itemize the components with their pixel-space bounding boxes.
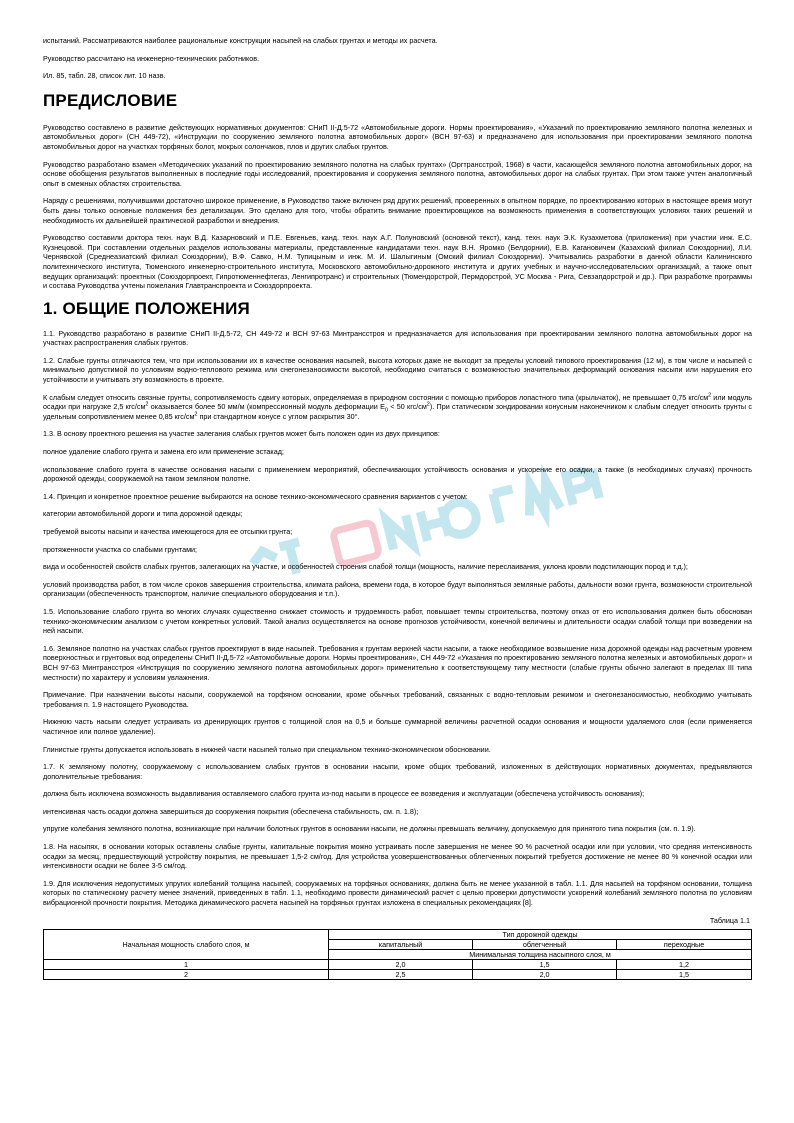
header-type: Тип дорожной одежды bbox=[329, 929, 752, 939]
para-1-7c: упругие колебания земляного полотна, возникающие при наличии болотных грунтов в основании насыпи, не должны превышать величину, допускаемую для принятого типа покрытия (см. п. 1.9). bbox=[43, 824, 696, 834]
document-page bbox=[43, 36, 752, 980]
para-1-6: 1.6. Земляное полотно на участках слабых грунтов проектируют в виде насыпей. Требования к грунтам верхней части насыпи, а также необходимое возвышение низа дорожной одежды над расчетным уровнем поверхностных и грунтовых вод определены СНиП II-Д.5-72 «Автомобильные дороги. Нормы проектирования», СН 449-72 «Указания по проектированию земляного полотна железных и автомобильных дорог» и ВСН 97-63 Минтрансстроя «Инструкция по сооружению земляного полотна автомобильных дорог» применительно к соответствующему типу местности (слабые грунты обычно залегают в пределах III типа местности) по характеру и условиям увлажнения. bbox=[43, 643, 752, 682]
table-cell: 1 bbox=[44, 959, 329, 969]
intro-paragraph-1: испытаний. Рассматриваются наиболее рациональные конструкции насыпей на слабых грунтах и методы их расчета. bbox=[43, 36, 438, 45]
table-cell: 2,5 bbox=[329, 969, 473, 979]
table-caption: Таблица 1.1 bbox=[709, 915, 750, 925]
type-light: облегченный bbox=[473, 939, 617, 949]
soft-text-a: К слабым следует относить связные грунты, сопротивляемость сдвигу которых, определяемая в природном состоянии с помощью приборов лопастного типа (крыльчаток), не превышает 0,75 кгс/см bbox=[43, 392, 709, 402]
para-1-4c: протяженности участка со слабыми грунтами; bbox=[43, 544, 198, 554]
sup-2-d: 2 bbox=[194, 411, 198, 418]
preface-paragraph-3: Наряду с решениями, получившими достаточно широкое применение, в Руководство также включен ряд других решений, проверенных в опытном порядке, по проектированию которых в настоящее время могут быть даны только основные положения без детализации. Это сделано для того, чтобы обратить внимание проектировщиков на возможность применения в соответствующих условиях таких решений и необходимость их дальнейшей практической разработки и внедрения. bbox=[43, 196, 752, 225]
soft-text-d: < 50 кгс/см bbox=[387, 402, 427, 412]
table-cell: 2 bbox=[44, 969, 329, 979]
table-cell: 2,0 bbox=[329, 959, 473, 969]
para-1-7a: должна быть исключена возможность выдавливания оставляемого слабого грунта из-под насыпи в процессе ее возведения и эксплуатации (обеспечена устойчивость основания); bbox=[43, 789, 645, 799]
sup-2-c: 2 bbox=[426, 401, 430, 408]
para-1-8: 1.8. На насыпях, в основании которых оставлены слабые грунты, капитальные покрытия можно устраивать после завершения не менее 90 % расчетной осадки или при условии, что средняя интенсивность осадки за месяц, предшествующий устройству покрытия, не превышает 1,5-2 см/год. Для устройства усовершенствованных облегченных покрытий требуется достижение не менее 80 % конечной осадки или интенсивности осадки не более 3-5 см/год. bbox=[43, 842, 752, 871]
preface-heading: ПРЕДИСЛОВИЕ bbox=[43, 90, 178, 110]
para-1-3b: использование слабого грунта в качестве основания насыпи с применением мероприятий, обеспечивающих устойчивость основания и ускорение его осадки, а также (в необходимых случаях) прочность дорожной одежды, сооружаемой на таком земляном полотне. bbox=[43, 464, 752, 484]
type-transitional: переходные bbox=[617, 939, 752, 949]
soft-text-b: или модуль осадки при нагрузке 2,5 кгс/см bbox=[43, 392, 752, 412]
para-1-4b: требуемой высоты насыпи и качества имеющегося для ее отсыпки грунта; bbox=[43, 527, 293, 536]
header-min-thickness: Минимальная толщина насыпного слоя, м bbox=[329, 949, 752, 959]
sub-0: 0 bbox=[384, 407, 388, 414]
type-capital: капитальный bbox=[329, 939, 473, 949]
table-cell: 1,5 bbox=[617, 969, 752, 979]
para-soft-soils bbox=[43, 393, 752, 422]
intro-paragraph-2: Руководство рассчитано на инженерно-технических работников. bbox=[43, 53, 260, 63]
preface-paragraph-2: Руководство разработано взамен «Методических указаний по проектированию земляного полотна на слабых грунтах» (Оргтрансстрой, 1968) в части, касающейся земляного полотна автомобильных дорог, на основе обобщения результатов выполненных в последние годы исследований, проектирования и сооружения земляного полотна, автомобильных дорог на слабых грунтах. При этом также учтен аналогичный опыт в смежных областях строительства. bbox=[43, 159, 752, 188]
para-1-4: 1.4. Принцип и конкретное проектное решение выбираются на основе технико-экономического сравнения вариантов с учетом: bbox=[43, 491, 468, 501]
table-cell: 1,2 bbox=[617, 959, 752, 969]
preface-paragraph-1: Руководство составлено в развитие действующих нормативных документов: СНиП II-Д.5-72 «Автомобильные дороги. Нормы проектирования», «Указаний по проектированию земляного полотна железных и автомобильных дорог» (СН 449-72), «Инструкции по сооружению земляного полотна автомобильных дорог» (ВСН 97-63) и предназначено для использования при проектировании земляного полотна автомобильных дорог на участках торфяных болот, мокрых солончаков, плов и других слабых грунтов. bbox=[43, 122, 752, 151]
para-1-2: 1.2. Слабые грунты отличаются тем, что при использовании их в качестве основания насыпей, высота которых даже не выходит за пределы условий типового проектирования (12 м), в том числе и насыпей с минимально допустимой по условиям водно-теплового режима или снегонезаносимости высотой, необходимо считаться с возможностью значительных деформаций основания насыпи или нарушения его устойчивости и учитывать эту возможность в проекте. bbox=[43, 355, 752, 385]
para-1-1: 1.1. Руководство разработано в развитие СНиП II-Д.5-72, СН 449-72 и ВСН 97-63 Минтрансстроя и предназначается для использования при проектировании земляного полотна автомобильных дорог на участках распространения слабых грунтов. bbox=[43, 328, 752, 348]
table-row bbox=[44, 959, 752, 969]
section-1-heading: 1. ОБЩИЕ ПОЛОЖЕНИЯ bbox=[43, 298, 250, 318]
table-row bbox=[44, 969, 752, 979]
table-cell: 1,5 bbox=[473, 959, 617, 969]
intro-paragraph-3: Ил. 85, табл. 28, список лит. 10 назв. bbox=[43, 71, 166, 81]
para-1-3a: полное удаление слабого грунта и замена его или применение эстакад; bbox=[43, 447, 284, 457]
sup-2-a: 2 bbox=[708, 392, 712, 399]
sup-2-b: 2 bbox=[145, 401, 149, 408]
para-1-3: 1.3. В основу проектного решения на участке залегания слабых грунтов может быть положен один из двух принципов: bbox=[43, 429, 440, 439]
preface-paragraph-4: Руководство составили докторa техн. наук В.Д. Казарновский и П.Е. Евгеньев, канд. техн. наук А.Г. Полуновский (основной текст), канд. техн. наук Э.К. Кузахметова (приложения) при участии инж. Е.С. Кузнецовой. При составлении отдельных разделов использованы материалы, представленные кандидатами техн. наук В.Н. Яромко (Белдорнии), Е.В. Кагановичем (Казахский филиал Союздорнии), Л.И. Чернявской (Среднеазиатский филиал Союздорнии), В.Ф. Савко, Н.М. Тупицыным и инж. М. И. Шалыгиным (Омский филиал Союздорнии). Учитывались разработки в данной области Калининского политехнического института, Тюменского инженерно-строительного института, Московского автомобильно-дорожного института и других учебных и научно-исследовательских организаций, а также опыт ведущих организаций: проектных (Союздорпроект, Гипротюменнефтегаз, Ленгипротранс) и строительных (Тюмендорстрой, Пермдорстрой, УС Москва - Рига, Севзапдорстрой и др.). При разработке программы и состава Руководства учтены пожелания Главтранспроекта и Союздорпроекта. bbox=[43, 233, 752, 291]
para-1-5: 1.5. Использование слабого грунта во многих случаях существенно снижает стоимость и трудоемкость работ, повышает темпы строительства, поэтому отказ от его использования должен быть обоснован технико-экономическим анализом с учетом конкретных условий. Такой анализ осуществляется на основе прогнозов устойчивости, конечной величины и длительности осадки слабой толщи при возведении на ней насыпи. bbox=[43, 606, 752, 636]
note-1: Примечание. При назначении высоты насыпи, сооружаемой на торфяном основании, кроме обычных требований, связанных с водно-тепловым режимом и снегонезаносимостью, необходимо учитывать требования п. 1.9 настоящего Руководства. bbox=[43, 690, 752, 709]
soft-text-f: при стандартном конусе с углом раскрытия 30°. bbox=[197, 411, 360, 421]
para-1-4d: вида и особенностей свойств слабых грунтов, залегающих на участке, и особенностей строения слабой толщи (мощность, наличие переслаивания, уклона кровли подстилающих пород и т.д.); bbox=[43, 562, 688, 572]
header-mosch: Начальная мощность слабого слоя, м bbox=[44, 929, 329, 959]
para-1-4a: категории автомобильной дороги и типа дорожной одежды; bbox=[43, 509, 243, 519]
para-1-7: 1.7. К земляному полотну, сооружаемому с использованием слабых грунтов в основании насыпи, кроме общих требований, изложенных в действующих нормативных документах, предъявляются дополнительные требования: bbox=[43, 762, 752, 781]
para-1-9: 1.9. Для исключения недопустимых упругих колебаний толщина насыпей, сооружаемых на торфяных основаниях, должна быть не менее указанной в табл. 1.1. Для насыпей на торфяном основании, толщина которых по статическому расчету менее значений, приведенных в табл. 1.1, необходимо провести динамический расчет с целью проверки допустимости ускорений колебаний земляного полотна по условиям вибрационной прочности покрытия. Методика динамического расчета насыпей на торфяных грунтах изложена в специальных рекомендациях [8]. bbox=[43, 878, 752, 908]
table-header-row bbox=[44, 929, 752, 939]
table-cell: 2,0 bbox=[473, 969, 617, 979]
para-1-7b: интенсивная часть осадки должна завершиться до сооружения покрытия (обеспечена стабильность, см. п. 1.8); bbox=[43, 806, 419, 816]
para-clay: Глинистые грунты допускается использовать в нижней части насыпей только при специальном технико-экономическом обосновании. bbox=[43, 744, 491, 754]
soft-text-c: оказывается более 50 мм/м (компрессионный модуль деформации Е bbox=[148, 402, 385, 412]
thickness-table bbox=[43, 929, 752, 980]
para-1-4e: условий производства работ, в том числе сроков завершения строительства, климата района, времени года, в которое будут выполняться земляные работы, дальности возки грунта, возможности строительной организации (обеспеченность транспортом, наличие специального оборудования и т.п.). bbox=[43, 579, 752, 599]
soft-text-e: ). При статическом зондировании конусным наконечником к слабым следует относить грунты с удельным сопротивлением менее 0,85 кгс/см bbox=[43, 402, 752, 421]
para-lower-part: Нижнюю часть насыпи следует устраивать из дренирующих грунтов с толщиной слоя на 0,5 и больше суммарной величины расчетной осадки основания и мощности удаляемого слоя (если применяется частичное или полное удаление). bbox=[43, 717, 752, 736]
